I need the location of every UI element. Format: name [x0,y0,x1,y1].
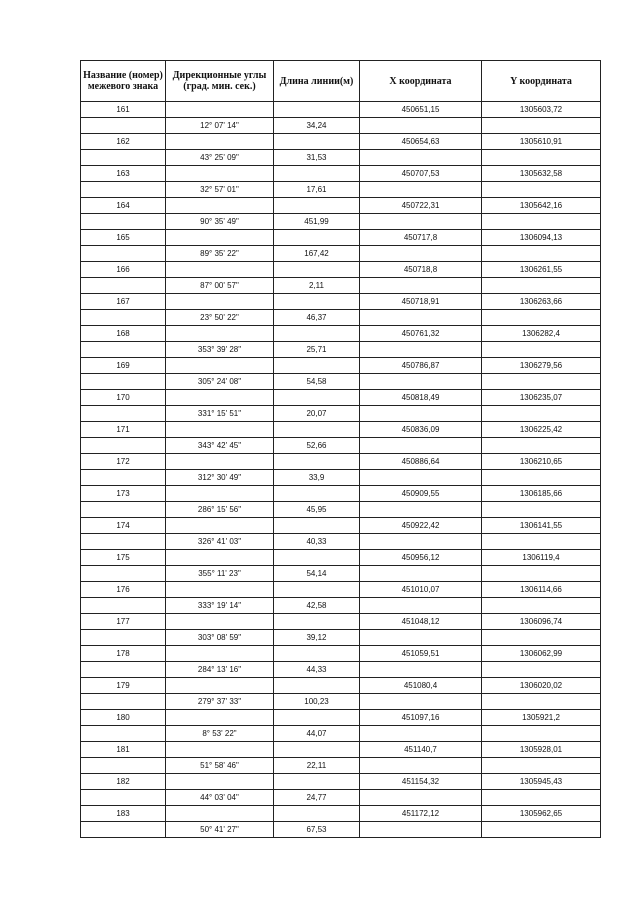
empty-cell [482,310,601,326]
empty-cell [274,294,360,310]
x-coordinate: 450956,12 [360,550,482,566]
empty-cell [482,118,601,134]
direction-angle: 305° 24' 08" [166,374,274,390]
x-coordinate: 450717,8 [360,230,482,246]
point-row [81,678,601,694]
empty-cell [274,550,360,566]
x-coordinate: 450654,63 [360,134,482,150]
empty-cell [166,198,274,214]
empty-cell [81,598,166,614]
point-name: 163 [81,166,166,182]
direction-angle: 87° 00' 57" [166,278,274,294]
point-name: 170 [81,390,166,406]
empty-cell [274,742,360,758]
segment-row [81,502,601,518]
empty-cell [81,470,166,486]
empty-cell [166,230,274,246]
direction-angle: 51° 58' 46" [166,758,274,774]
direction-angle: 353° 39' 28" [166,342,274,358]
y-coordinate: 1306062,99 [482,646,601,662]
y-coordinate: 1306210,65 [482,454,601,470]
point-row [81,262,601,278]
empty-cell [166,486,274,502]
table-body [81,102,601,838]
y-coordinate: 1305610,91 [482,134,601,150]
point-row [81,294,601,310]
x-coordinate: 450761,32 [360,326,482,342]
x-coordinate: 451010,07 [360,582,482,598]
empty-cell [360,662,482,678]
empty-cell [81,150,166,166]
empty-cell [274,134,360,150]
direction-angle: 90° 35' 49" [166,214,274,230]
empty-cell [81,246,166,262]
line-length: 31,53 [274,150,360,166]
empty-cell [166,454,274,470]
empty-cell [274,614,360,630]
line-length: 44,07 [274,726,360,742]
direction-angle: 343° 42' 45" [166,438,274,454]
point-name: 167 [81,294,166,310]
empty-cell [482,278,601,294]
line-length: 67,53 [274,822,360,838]
empty-cell [81,374,166,390]
empty-cell [482,694,601,710]
direction-angle: 12° 07' 14" [166,118,274,134]
x-coordinate: 450718,91 [360,294,482,310]
segment-row [81,406,601,422]
empty-cell [166,678,274,694]
empty-cell [166,742,274,758]
point-row [81,646,601,662]
y-coordinate: 1306141,55 [482,518,601,534]
empty-cell [274,326,360,342]
empty-cell [274,358,360,374]
point-row [81,390,601,406]
header-x-coordinate: X координата [360,61,482,102]
segment-row [81,630,601,646]
empty-cell [166,806,274,822]
direction-angle: 331° 15' 51" [166,406,274,422]
y-coordinate: 1306263,66 [482,294,601,310]
direction-angle: 355° 11' 23" [166,566,274,582]
empty-cell [81,310,166,326]
direction-angle: 50° 41' 27" [166,822,274,838]
y-coordinate: 1305632,58 [482,166,601,182]
point-name: 183 [81,806,166,822]
line-length: 100,23 [274,694,360,710]
y-coordinate: 1306020,02 [482,678,601,694]
empty-cell [166,518,274,534]
empty-cell [81,342,166,358]
empty-cell [482,470,601,486]
y-coordinate: 1306282,4 [482,326,601,342]
point-row [81,230,601,246]
segment-row [81,662,601,678]
empty-cell [81,790,166,806]
point-row [81,806,601,822]
empty-cell [166,358,274,374]
direction-angle: 303° 08' 59" [166,630,274,646]
empty-cell [482,662,601,678]
segment-row [81,278,601,294]
point-row [81,166,601,182]
point-name: 181 [81,742,166,758]
empty-cell [482,438,601,454]
empty-cell [166,390,274,406]
y-coordinate: 1305945,43 [482,774,601,790]
point-name: 162 [81,134,166,150]
direction-angle: 312° 30' 49" [166,470,274,486]
point-name: 166 [81,262,166,278]
segment-row [81,534,601,550]
point-name: 180 [81,710,166,726]
empty-cell [81,182,166,198]
point-name: 161 [81,102,166,118]
y-coordinate: 1305962,65 [482,806,601,822]
point-name: 164 [81,198,166,214]
line-length: 25,71 [274,342,360,358]
empty-cell [482,502,601,518]
empty-cell [81,278,166,294]
header-y-coordinate: Y координата [482,61,601,102]
empty-cell [482,246,601,262]
direction-angle: 286° 15' 56" [166,502,274,518]
empty-cell [166,550,274,566]
empty-cell [360,438,482,454]
empty-cell [274,806,360,822]
empty-cell [81,534,166,550]
segment-row [81,470,601,486]
line-length: 24,77 [274,790,360,806]
empty-cell [81,118,166,134]
empty-cell [166,102,274,118]
point-row [81,550,601,566]
line-length: 20,07 [274,406,360,422]
empty-cell [274,390,360,406]
x-coordinate: 451080,4 [360,678,482,694]
x-coordinate: 451097,16 [360,710,482,726]
x-coordinate: 450922,42 [360,518,482,534]
x-coordinate: 450707,53 [360,166,482,182]
y-coordinate: 1305642,16 [482,198,601,214]
empty-cell [360,374,482,390]
line-length: 54,58 [274,374,360,390]
point-name: 165 [81,230,166,246]
x-coordinate: 451140,7 [360,742,482,758]
point-name: 173 [81,486,166,502]
point-name: 176 [81,582,166,598]
empty-cell [482,630,601,646]
direction-angle: 279° 37' 33" [166,694,274,710]
segment-row [81,342,601,358]
line-length: 451,99 [274,214,360,230]
table-header-row [81,61,601,102]
segment-row [81,246,601,262]
empty-cell [482,406,601,422]
empty-cell [274,710,360,726]
empty-cell [360,342,482,358]
empty-cell [360,406,482,422]
segment-row [81,758,601,774]
x-coordinate: 450836,09 [360,422,482,438]
empty-cell [482,822,601,838]
point-row [81,422,601,438]
empty-cell [166,134,274,150]
point-row [81,774,601,790]
empty-cell [166,326,274,342]
empty-cell [360,566,482,582]
empty-cell [166,422,274,438]
empty-cell [482,342,601,358]
point-row [81,518,601,534]
point-name: 179 [81,678,166,694]
line-length: 167,42 [274,246,360,262]
x-coordinate: 451048,12 [360,614,482,630]
line-length: 2,11 [274,278,360,294]
empty-cell [482,758,601,774]
empty-cell [482,214,601,230]
y-coordinate: 1305921,2 [482,710,601,726]
header-direction-angle: Дирекционные углы (град. мин. сек.) [166,61,274,102]
y-coordinate: 1306225,42 [482,422,601,438]
empty-cell [274,230,360,246]
line-length: 17,61 [274,182,360,198]
direction-angle: 43° 25' 09" [166,150,274,166]
direction-angle: 284° 13' 16" [166,662,274,678]
y-coordinate: 1306096,74 [482,614,601,630]
empty-cell [166,774,274,790]
empty-cell [81,406,166,422]
segment-row [81,790,601,806]
empty-cell [360,214,482,230]
empty-cell [274,582,360,598]
direction-angle: 44° 03' 04" [166,790,274,806]
y-coordinate: 1305603,72 [482,102,601,118]
empty-cell [274,422,360,438]
empty-cell [482,150,601,166]
direction-angle: 326° 41' 03" [166,534,274,550]
y-coordinate: 1306094,13 [482,230,601,246]
point-name: 182 [81,774,166,790]
empty-cell [360,726,482,742]
empty-cell [482,598,601,614]
segment-row [81,598,601,614]
point-row [81,614,601,630]
line-length: 46,37 [274,310,360,326]
empty-cell [274,102,360,118]
point-row [81,134,601,150]
empty-cell [360,278,482,294]
segment-row [81,118,601,134]
empty-cell [360,534,482,550]
x-coordinate: 450651,15 [360,102,482,118]
empty-cell [166,582,274,598]
point-row [81,582,601,598]
empty-cell [360,182,482,198]
point-row [81,102,601,118]
point-name: 168 [81,326,166,342]
x-coordinate: 450909,55 [360,486,482,502]
point-name: 175 [81,550,166,566]
point-name: 178 [81,646,166,662]
line-length: 40,33 [274,534,360,550]
empty-cell [360,694,482,710]
empty-cell [81,438,166,454]
line-length: 42,58 [274,598,360,614]
boundary-coordinates-table [80,60,601,838]
point-row [81,454,601,470]
empty-cell [81,566,166,582]
empty-cell [360,246,482,262]
empty-cell [274,454,360,470]
empty-cell [482,790,601,806]
empty-cell [166,710,274,726]
empty-cell [482,534,601,550]
line-length: 33,9 [274,470,360,486]
empty-cell [166,614,274,630]
empty-cell [166,646,274,662]
header-line-length: Длина линии(м) [274,61,360,102]
empty-cell [81,758,166,774]
segment-row [81,182,601,198]
empty-cell [360,502,482,518]
segment-row [81,694,601,710]
y-coordinate: 1305928,01 [482,742,601,758]
empty-cell [360,150,482,166]
line-length: 44,33 [274,662,360,678]
empty-cell [81,726,166,742]
empty-cell [482,726,601,742]
x-coordinate: 451154,32 [360,774,482,790]
empty-cell [166,166,274,182]
point-row [81,326,601,342]
empty-cell [81,822,166,838]
empty-cell [274,774,360,790]
segment-row [81,822,601,838]
line-length: 45,95 [274,502,360,518]
empty-cell [166,294,274,310]
point-row [81,710,601,726]
line-length: 39,12 [274,630,360,646]
point-name: 171 [81,422,166,438]
x-coordinate: 450886,64 [360,454,482,470]
empty-cell [482,566,601,582]
empty-cell [482,374,601,390]
y-coordinate: 1306185,66 [482,486,601,502]
segment-row [81,150,601,166]
direction-angle: 8° 53' 22" [166,726,274,742]
y-coordinate: 1306279,56 [482,358,601,374]
point-name: 172 [81,454,166,470]
empty-cell [81,502,166,518]
empty-cell [360,822,482,838]
empty-cell [274,198,360,214]
empty-cell [81,630,166,646]
empty-cell [360,758,482,774]
x-coordinate: 450718,8 [360,262,482,278]
direction-angle: 32° 57' 01" [166,182,274,198]
empty-cell [274,518,360,534]
empty-cell [166,262,274,278]
x-coordinate: 450786,87 [360,358,482,374]
empty-cell [360,118,482,134]
y-coordinate: 1306114,66 [482,582,601,598]
empty-cell [81,662,166,678]
direction-angle: 333° 19' 14" [166,598,274,614]
empty-cell [360,598,482,614]
empty-cell [360,630,482,646]
point-name: 174 [81,518,166,534]
empty-cell [274,678,360,694]
empty-cell [360,470,482,486]
empty-cell [360,790,482,806]
segment-row [81,566,601,582]
empty-cell [81,214,166,230]
segment-row [81,438,601,454]
direction-angle: 89° 35' 22" [166,246,274,262]
x-coordinate: 450818,49 [360,390,482,406]
empty-cell [274,166,360,182]
y-coordinate: 1306235,07 [482,390,601,406]
segment-row [81,214,601,230]
empty-cell [81,694,166,710]
line-length: 34,24 [274,118,360,134]
line-length: 54,14 [274,566,360,582]
segment-row [81,374,601,390]
point-row [81,358,601,374]
y-coordinate: 1306119,4 [482,550,601,566]
direction-angle: 23° 50' 22" [166,310,274,326]
x-coordinate: 450722,31 [360,198,482,214]
x-coordinate: 451059,51 [360,646,482,662]
header-point-name: Название (номер) межевого знака [81,61,166,102]
empty-cell [360,310,482,326]
empty-cell [482,182,601,198]
point-row [81,486,601,502]
x-coordinate: 451172,12 [360,806,482,822]
point-row [81,198,601,214]
point-name: 177 [81,614,166,630]
y-coordinate: 1306261,55 [482,262,601,278]
segment-row [81,726,601,742]
point-name: 169 [81,358,166,374]
segment-row [81,310,601,326]
empty-cell [274,486,360,502]
point-row [81,742,601,758]
empty-cell [274,646,360,662]
line-length: 52,66 [274,438,360,454]
line-length: 22,11 [274,758,360,774]
empty-cell [274,262,360,278]
